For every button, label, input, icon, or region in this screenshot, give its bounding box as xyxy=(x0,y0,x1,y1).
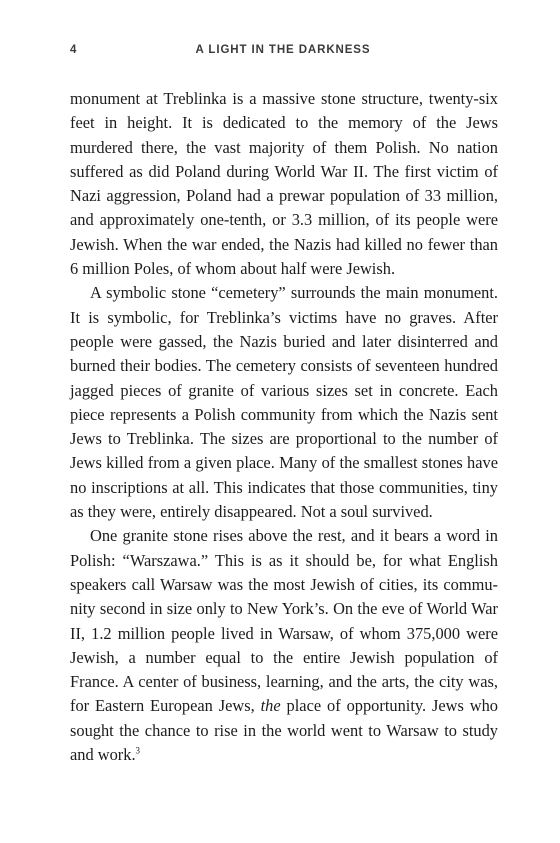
body-text xyxy=(70,87,498,767)
paragraph-3-text-before: One granite stone rises above the rest, and it bears a word in Polish: “Warszawa.” This is as it should be, for what English speakers call Warsaw was the most Jewish of cities, its community second in size only to New York’s. On the eve of World War II, 1.2 million people lived in Warsaw, of whom 375,000 were Jewish, a number equal to the entire Jewish population of France. A center of business, learning, and the arts, the city was, for Eastern European Jews, xyxy=(70,526,498,716)
paragraph-1: monument at Treblinka is a massive stone structure, twenty-six feet in height. It is dedicated to the memory of the Jews murdered there, the vast majority of them Polish. No nation suffered as did Poland during World War II. The first victim of Nazi aggression, Poland had a prewar population of 33 million, and approximately one-tenth, or 3.3 million, of its people were Jewish. When the war ended, the Nazis had killed no fewer than 6 million Poles, of whom about half were Jewish. xyxy=(70,89,498,279)
paragraph-3-text-after: place of opportunity. Jews who sought the chance to rise in the world went to Warsaw to study and work. xyxy=(70,696,498,765)
running-head: A LIGHT IN THE DARKNESS xyxy=(195,44,371,56)
emphasis-the: the xyxy=(260,696,281,716)
page-number: 4 xyxy=(70,44,78,56)
paragraph-3 xyxy=(70,524,498,767)
paragraph-2: A symbolic stone “cemetery” surrounds the main monument. It is symbolic, for Treblinka’s victims have no graves. After people were gassed, the Nazis buried and later disinterred and burned their bodies. The cemetery consists of seventeen hundred jagged pieces of granite of various sizes set in concrete. Each piece represents a Polish community from which the Nazis sent Jews to Treblinka. The sizes are proportional to the number of Jews killed from a given place. Many of the smallest stones have no inscriptions at all. This indicates that those communities, tiny as they were, entirely disappeared. Not a soul survived. xyxy=(70,283,498,522)
footnote-marker: 3 xyxy=(135,745,141,756)
page-header xyxy=(70,44,496,62)
